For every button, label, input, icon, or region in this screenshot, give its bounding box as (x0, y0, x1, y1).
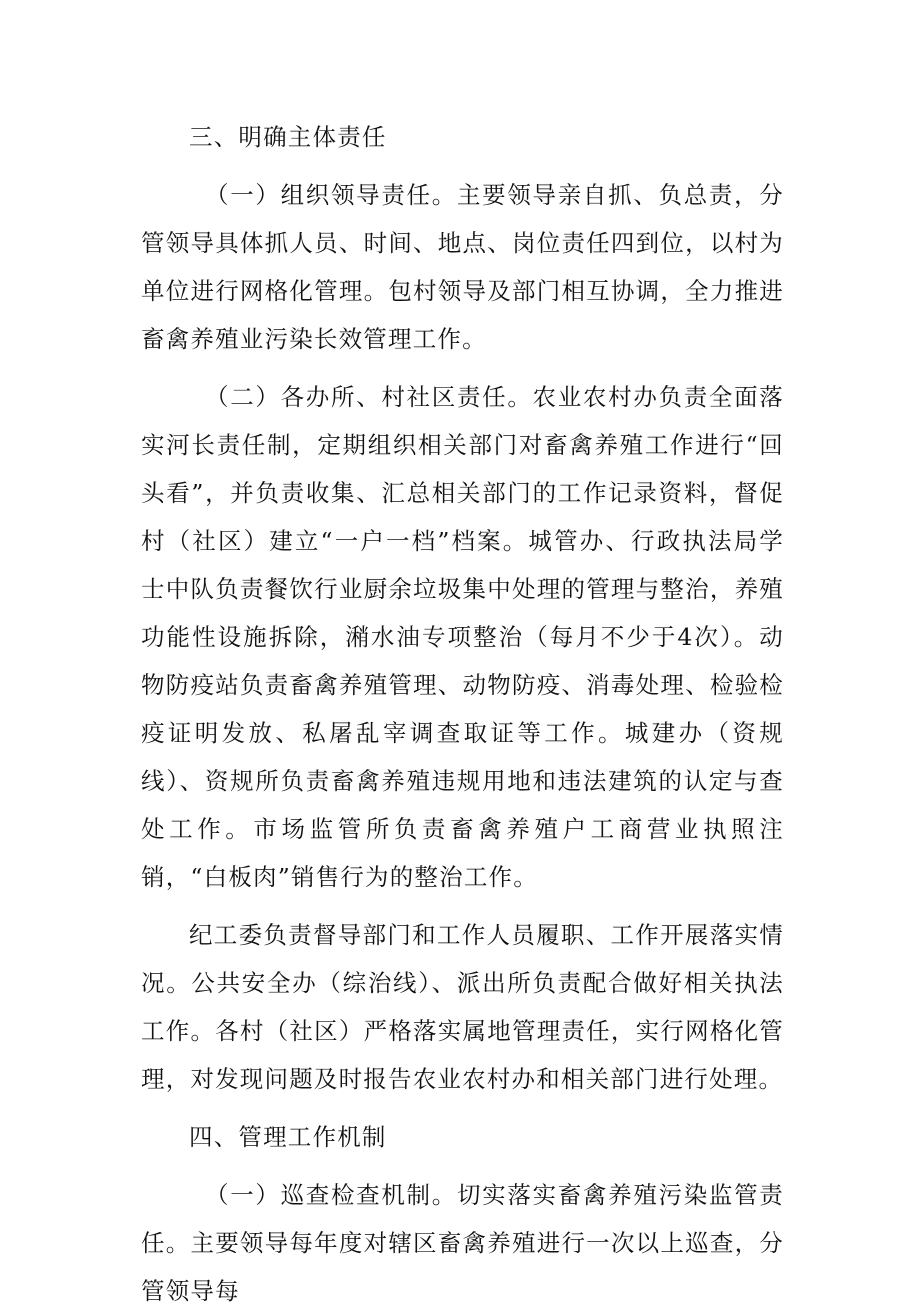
spacer (141, 161, 784, 171)
paragraph-office-village-responsibility: （二）各办所、村社区责任。农业农村办负责全面落实河长责任制，定期组织相关部门对畜禽养殖工作进行“回头看”，并负责收集、汇总相关部门的工作记录资料，督促村（社区）建立“一户一档”档案。城管办、行政执法局学士中队负责餐饮行业厨余垃圾集中处理的管理与整治，养殖功能性设施拆除，潲水油专项整治（每月不少于4次）。动物防疫站负责畜禽养殖管理、动物防疫、消毒处理、检验检疫证明发放、私屠乱宰调查取证等工作。城建办（资规线）、资规所负责畜禽养殖违规用地和违法建筑的认定与查处工作。市场监管所负责畜禽养殖户工商营业执照注销，“白板肉”销售行为的整治工作。 (141, 383, 784, 891)
paragraph-discipline-committee: 纪工委负责督导部门和工作人员履职、工作开展落实情况。公共安全办（综治线）、派出所负责配合做好相关执法工作。各村（社区）严格落实属地管理责任，实行网格化管理，对发现问题及时报告农业农村办和相关部门进行处理。 (141, 921, 784, 1093)
section-heading-three: 三、明确主体责任 (189, 123, 387, 151)
paragraph-leadership-responsibility: （一）组织领导责任。主要领导亲自抓、负总责，分管领导具体抓人员、时间、地点、岗位责任四到位，以村为单位进行网格化管理。包村领导及部门相互协调，全力推进畜禽养殖业污染长效管理工作。 (141, 181, 784, 353)
spacer (141, 1161, 784, 1171)
spacer (141, 901, 784, 911)
spacer (141, 1103, 784, 1113)
section-heading-four: 四、管理工作机制 (189, 1123, 387, 1151)
spacer (141, 363, 784, 373)
paragraph-inspection-mechanism: （一）巡查检查机制。切实落实畜禽养殖污染监管责任。主要领导每年度对辖区畜禽养殖进行一次以上巡查，分管领导每 (141, 1181, 784, 1305)
